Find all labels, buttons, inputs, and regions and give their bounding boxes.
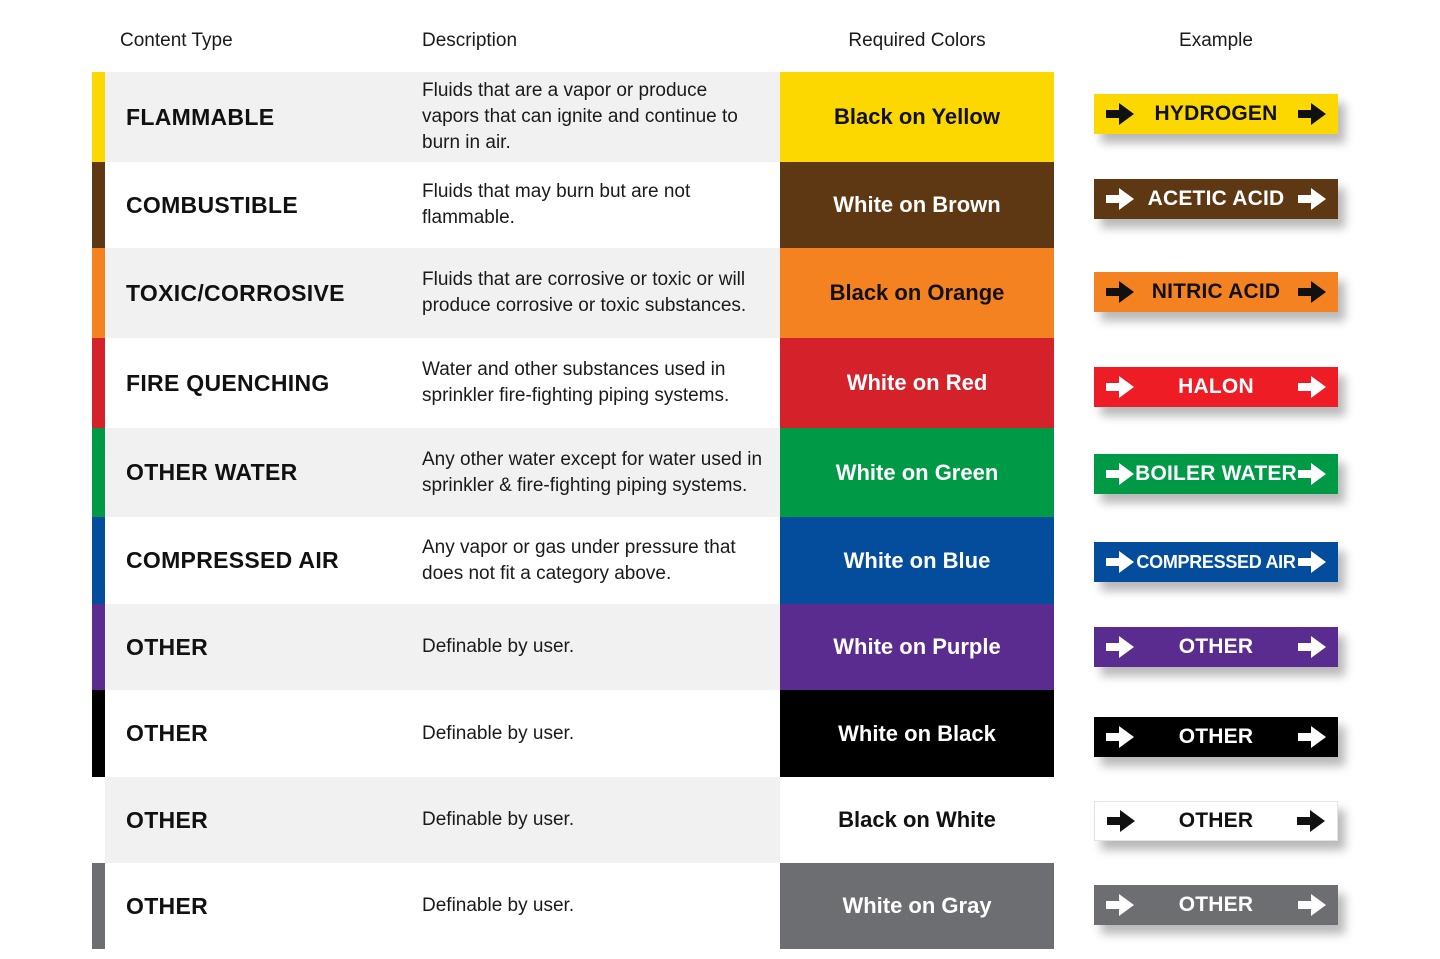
pipe-marker-example [1094, 367, 1338, 407]
arrow-right-icon [1298, 463, 1326, 485]
header-content-type: Content Type [120, 30, 233, 51]
pipe-marker-example [1094, 717, 1338, 757]
pipe-marker-example [1094, 179, 1338, 219]
header-required-colors: Required Colors [848, 30, 986, 51]
required-colors-swatch: Black on Yellow [780, 72, 1054, 162]
description-text: Fluids that are corrosive or toxic or will produce corrosive or toxic substances. [422, 269, 747, 316]
description-cell [422, 428, 767, 517]
content-type-cell: COMPRESSED AIR [126, 547, 339, 573]
arrow-right-icon [1298, 636, 1326, 658]
color-accent-bar [92, 517, 105, 604]
color-accent-bar [92, 248, 105, 338]
table-row [0, 72, 1440, 162]
pipe-marker-text: BOILER WATER [1135, 462, 1297, 485]
description-text: Any other water except for water used in sprinkler & fire-fighting piping systems. [422, 448, 763, 496]
table-row [0, 248, 1440, 338]
arrow-right-icon [1106, 894, 1134, 916]
content-type-cell: OTHER WATER [126, 459, 298, 485]
content-type-cell: OTHER [126, 633, 208, 660]
description-text: Any vapor or gas under pressure that does not fit a category above. [422, 536, 736, 584]
required-colors-swatch: Black on Orange [780, 248, 1054, 338]
pipe-marker-text: HALON [1178, 375, 1254, 398]
arrow-right-icon [1297, 810, 1325, 832]
content-type-cell: FIRE QUENCHING [126, 369, 330, 396]
color-accent-bar [92, 338, 105, 428]
pipe-marker-example [1094, 94, 1338, 134]
table-row [0, 517, 1440, 604]
color-accent-bar [92, 863, 105, 949]
pipe-marker-example [1094, 454, 1338, 494]
color-accent-bar [92, 690, 105, 777]
content-type-cell: COMBUSTIBLE [126, 191, 298, 218]
color-accent-bar [92, 428, 105, 517]
description-cell [422, 777, 767, 863]
arrow-right-icon [1298, 726, 1326, 748]
required-colors-swatch: White on Purple [780, 604, 1054, 690]
header-description: Description [422, 30, 518, 51]
pipe-marker-text: OTHER [1178, 893, 1254, 916]
arrow-right-icon [1298, 103, 1326, 125]
content-type-cell: OTHER [126, 720, 208, 746]
required-colors-swatch: White on Black [780, 690, 1054, 777]
content-type-cell: FLAMMABLE [126, 103, 275, 130]
table-row [0, 777, 1440, 863]
arrow-right-icon [1298, 376, 1326, 398]
description-cell [422, 517, 767, 604]
arrow-right-icon [1106, 463, 1134, 485]
required-colors-swatch: White on Blue [780, 517, 1054, 604]
arrow-right-icon [1298, 188, 1326, 210]
description-text: Definable by user. [422, 809, 575, 830]
pipe-marker-text: COMPRESSED AIR [1136, 551, 1296, 572]
required-colors-swatch: White on Green [780, 428, 1054, 517]
description-cell [422, 248, 767, 338]
pipe-marker-example [1094, 272, 1338, 312]
required-colors-swatch: White on Brown [780, 162, 1054, 248]
table-row [0, 604, 1440, 690]
color-accent-bar [92, 604, 105, 690]
required-colors-swatch: White on Red [780, 338, 1054, 428]
arrow-right-icon [1106, 281, 1134, 303]
pipe-marker-text: OTHER [1178, 725, 1254, 748]
color-accent-bar [92, 162, 105, 248]
pipe-marker-text: NITRIC ACID [1151, 280, 1281, 303]
pipe-marker-text: OTHER [1178, 635, 1254, 658]
arrow-right-icon [1298, 281, 1326, 303]
color-accent-bar [92, 72, 105, 162]
pipe-marker-text: HYDROGEN [1154, 102, 1278, 125]
description-cell [422, 162, 767, 248]
arrow-right-icon [1106, 636, 1134, 658]
pipe-marker-text: OTHER [1178, 809, 1254, 832]
description-text: Fluids that may burn but are not flammable. [422, 181, 691, 228]
pipe-marker-text: ACETIC ACID [1147, 187, 1285, 210]
table-row [0, 863, 1440, 949]
color-code-table [0, 72, 1440, 949]
arrow-right-icon [1106, 103, 1134, 125]
arrow-right-icon [1106, 188, 1134, 210]
description-cell [422, 72, 767, 162]
description-text: Definable by user. [422, 636, 575, 657]
pipe-marker-example [1094, 627, 1338, 667]
color-accent-bar [92, 777, 105, 863]
arrow-right-icon [1107, 810, 1135, 832]
description-text: Definable by user. [422, 722, 575, 744]
content-type-cell: OTHER [126, 892, 208, 919]
arrow-right-icon [1106, 551, 1134, 573]
description-cell [422, 338, 767, 428]
header-example: Example [1179, 30, 1253, 51]
required-colors-swatch: White on Gray [780, 863, 1054, 949]
pipe-marker-example [1094, 885, 1338, 925]
arrow-right-icon [1298, 551, 1326, 573]
arrow-right-icon [1298, 894, 1326, 916]
content-type-cell: OTHER [126, 806, 208, 833]
description-cell [422, 690, 767, 777]
description-cell [422, 604, 767, 690]
required-colors-swatch: Black on White [780, 777, 1054, 863]
description-cell [422, 863, 767, 949]
table-row [0, 338, 1440, 428]
pipe-marker-example [1094, 542, 1338, 582]
description-text: Definable by user. [422, 895, 575, 916]
table-row [0, 162, 1440, 248]
description-text: Fluids that are a vapor or produce vapors that can ignite and continue to burn in air. [422, 80, 738, 153]
table-row [0, 428, 1440, 517]
arrow-right-icon [1106, 726, 1134, 748]
arrow-right-icon [1106, 376, 1134, 398]
description-text: Water and other substances used in sprinkler fire-fighting piping systems. [422, 359, 730, 406]
content-type-cell: TOXIC/CORROSIVE [126, 279, 345, 306]
pipe-marker-example [1094, 801, 1338, 841]
table-row [0, 690, 1440, 777]
